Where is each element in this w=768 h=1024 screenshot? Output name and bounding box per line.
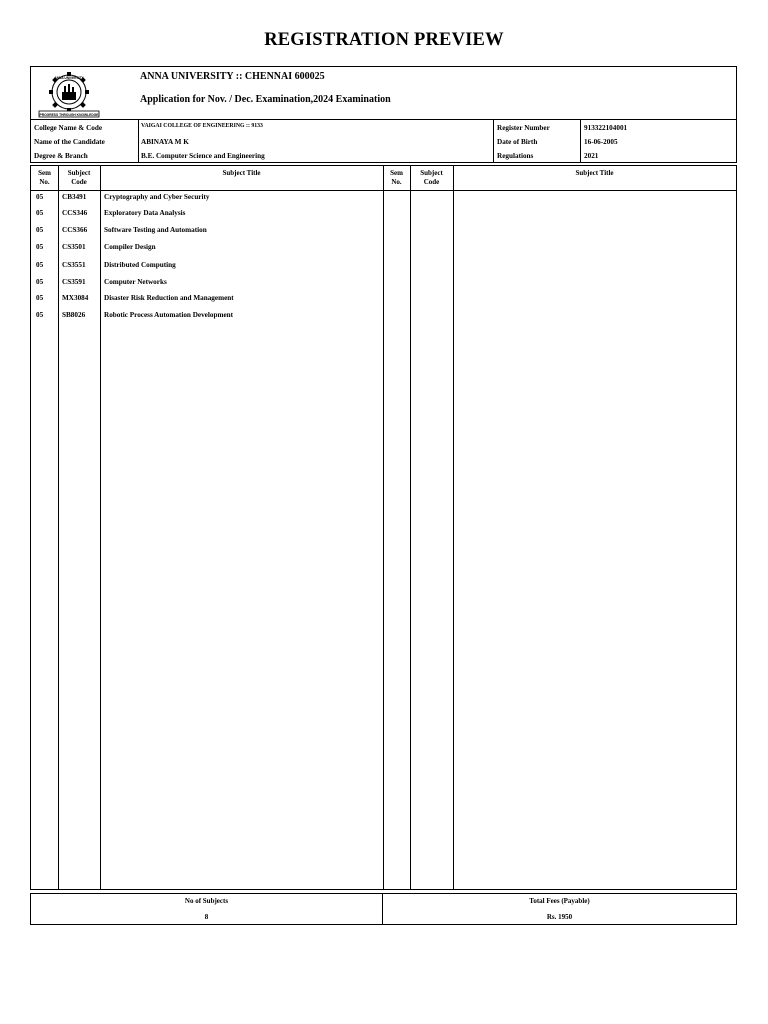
table-row: 05 MX3084 Disaster Risk Reduction and Management [36,294,234,302]
table-row: 05 CS3591 Computer Networks [36,278,167,286]
register-number-label: Register Number [497,124,550,132]
header-subject-title: Subject Title [222,169,261,177]
page-title: REGISTRATION PREVIEW [264,30,504,50]
candidate-name-value: ABINAYA M K [141,138,189,146]
regulations-value: 2021 [584,152,599,160]
header-subject-code: Subject Code [67,169,91,186]
college-value: VAIGAI COLLEGE OF ENGINEERING :: 9133 [141,123,263,129]
dob-label: Date of Birth [497,138,538,146]
degree-label: Degree & Branch [34,152,88,160]
subject-count-label: No of Subjects [184,897,229,905]
dob-value: 16-06-2005 [584,138,618,146]
table-row: 05 SB8026 Robotic Process Automation Development [36,311,234,319]
svg-text:PROGRESS THROUGH KNOWLEDGE: PROGRESS THROUGH KNOWLEDGE [39,112,99,117]
table-row: 05 CB3491 Cryptography and Cyber Security [36,193,210,201]
header-sem-no: Sem No. [38,169,51,186]
register-number-value: 913322104001 [584,124,628,132]
header-subject-code-right: Subject Code [420,169,443,186]
table-row: 05 CS3551 Distributed Computing [36,261,176,269]
svg-text:ANNA UNIVERSITY: ANNA UNIVERSITY [54,76,84,80]
university-logo-icon [38,70,100,118]
header-sem-no-right: Sem No. [390,169,403,186]
table-row: 05 CS3501 Compiler Design [36,243,156,251]
candidate-info [30,119,737,163]
table-row: 05 CCS346 Exploratory Data Analysis [36,209,186,217]
university-name: ANNA UNIVERSITY :: CHENNAI 600025 [140,71,325,82]
table-row: 05 CCS366 Software Testing and Automation [36,226,207,234]
candidate-name-label: Name of the Candidate [34,138,105,146]
header-subject-title-right: Subject Title [575,169,614,177]
university-header [30,66,737,120]
college-label: College Name & Code [34,124,103,132]
total-fees-label: Total Fees (Payable) [529,897,590,905]
total-fees-value: Rs. 1950 [546,913,573,921]
application-title: Application for Nov. / Dec. Examination,2024 Examination [140,94,391,105]
subjects-table [30,165,737,890]
degree-value: B.E. Computer Science and Engineering [141,152,265,160]
subject-count-value: 8 [204,913,209,921]
regulations-label: Regulations [497,152,534,160]
summary-footer [30,893,737,925]
